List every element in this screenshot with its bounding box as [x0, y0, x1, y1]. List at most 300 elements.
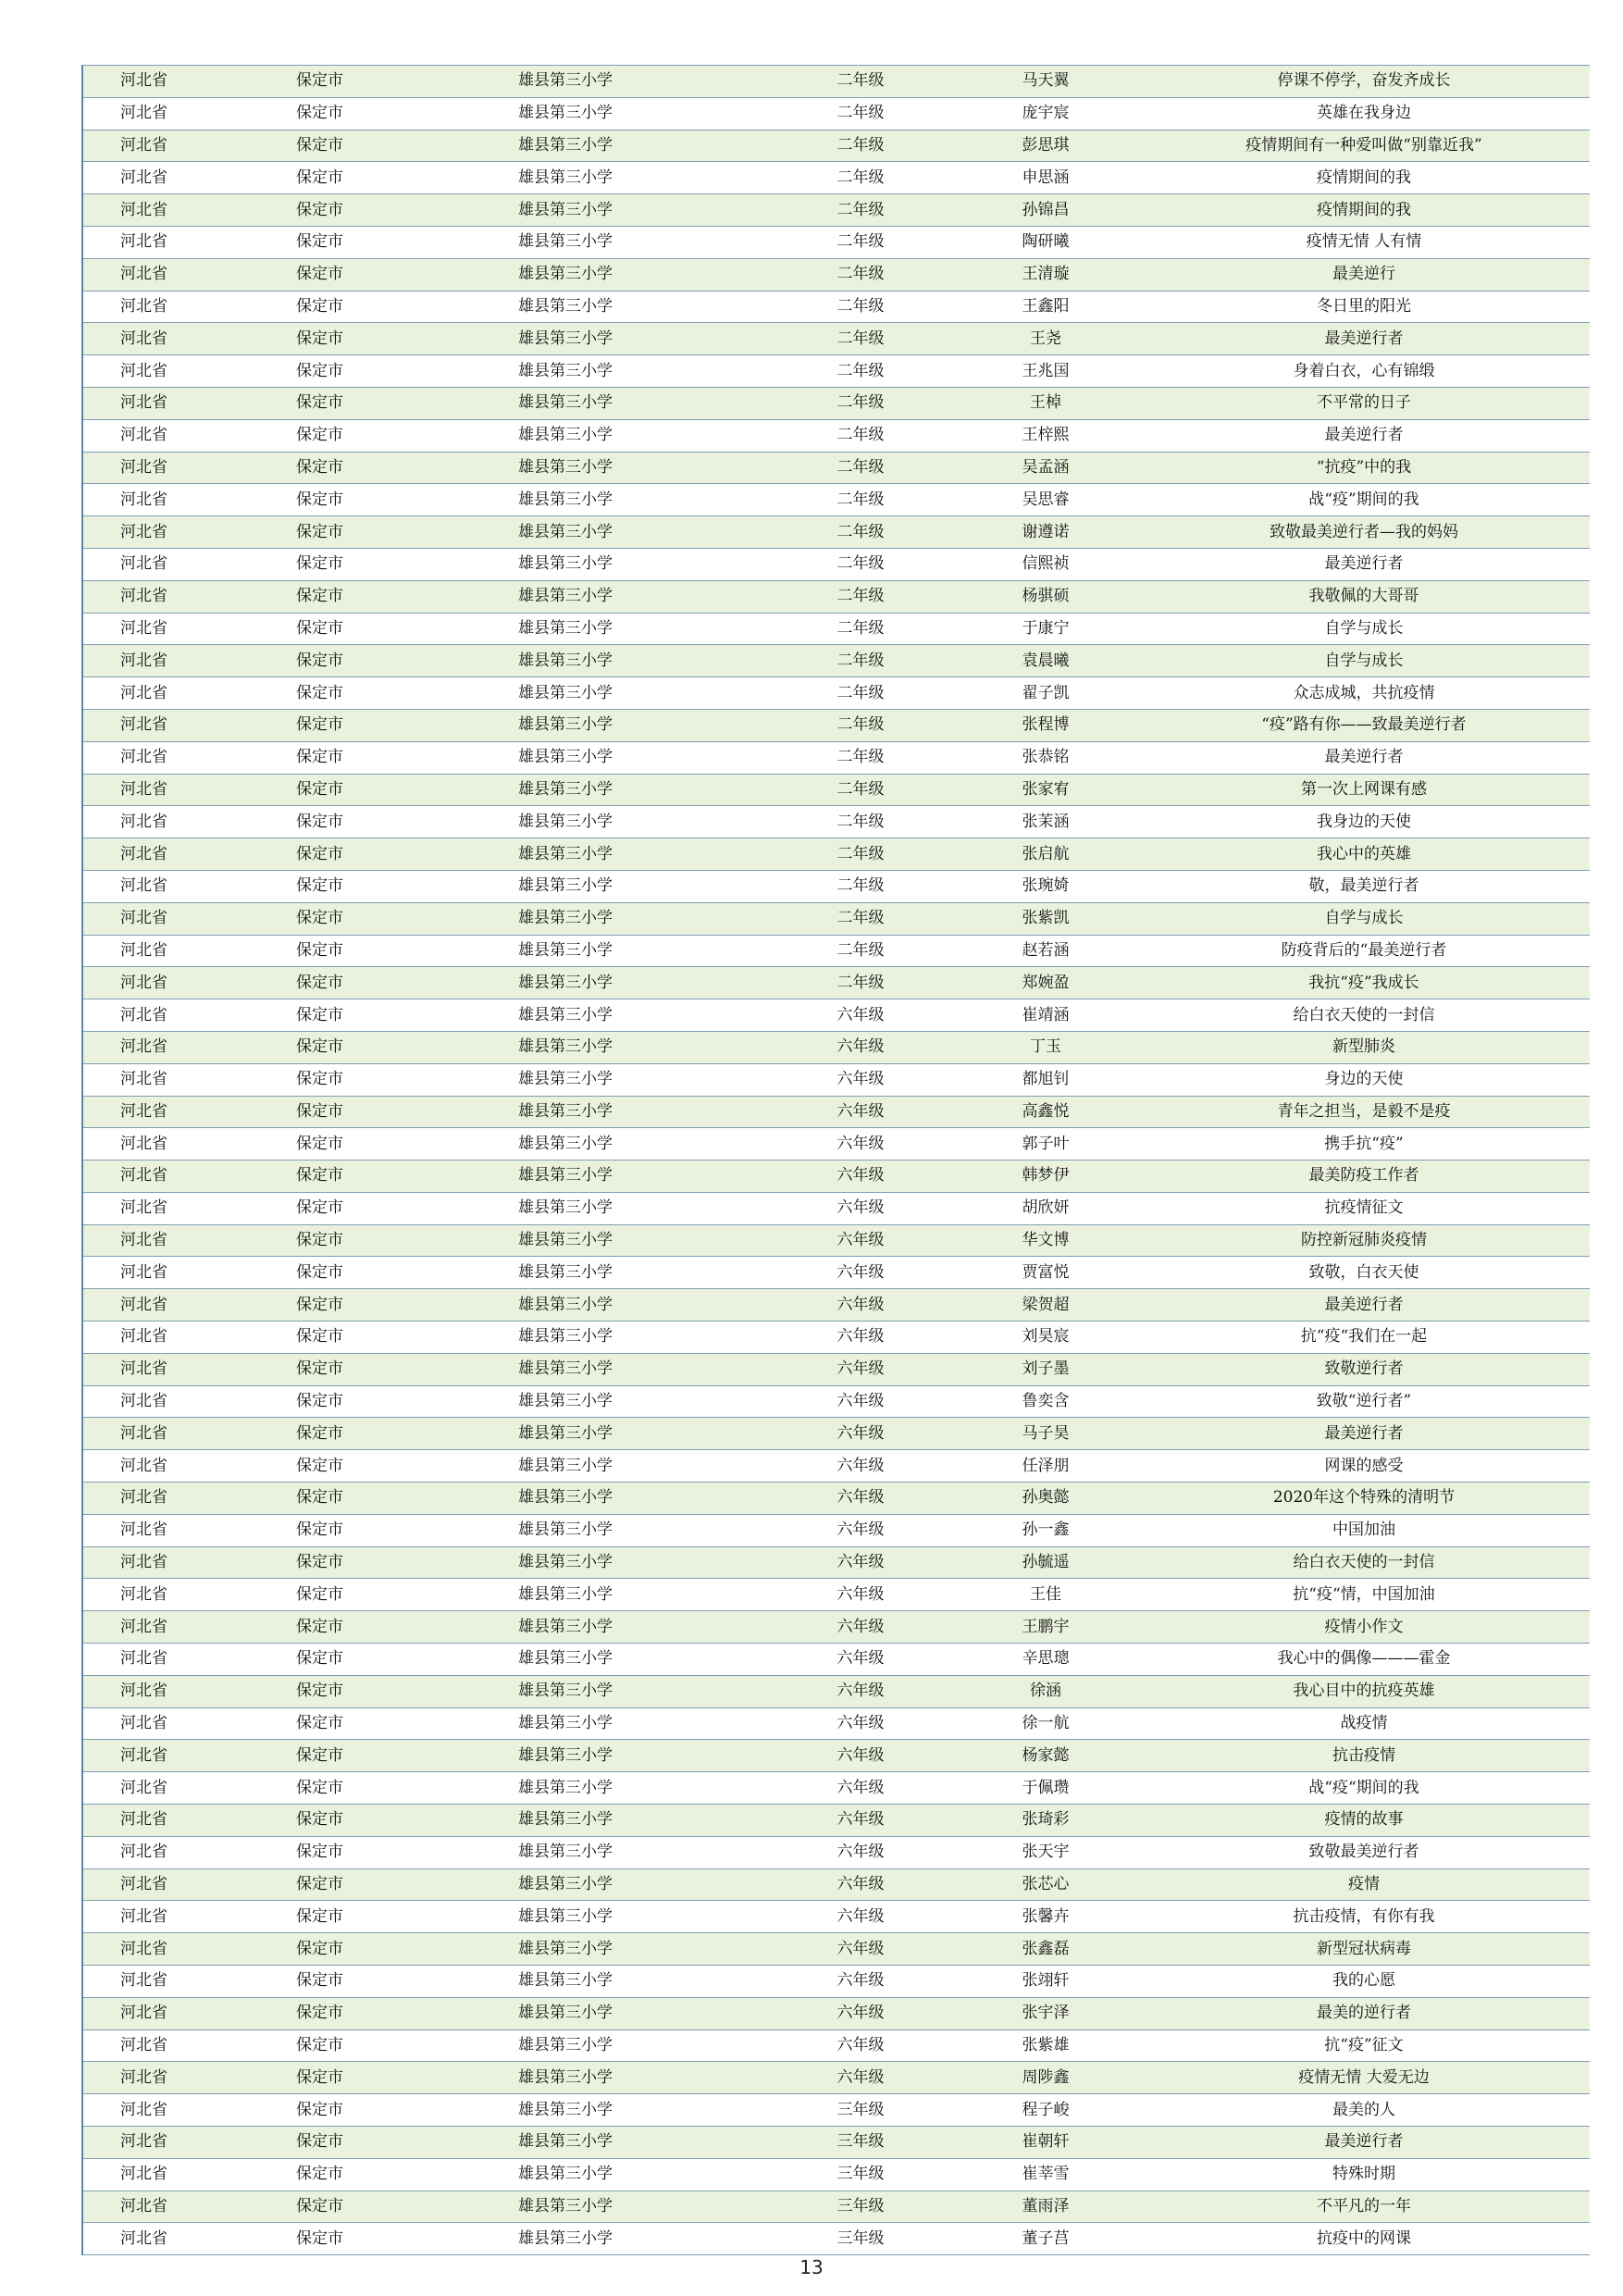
table-row [82, 1546, 1590, 1579]
cell-school: 雄县第三小学 [481, 355, 768, 388]
table-row [82, 870, 1590, 902]
cell-name: 吴孟涵 [953, 452, 1138, 484]
table-row [82, 1418, 1590, 1450]
cell-name: 郭子叶 [953, 1128, 1138, 1160]
table-row [82, 2158, 1590, 2191]
cell-province: 河北省 [82, 97, 259, 130]
cell-title: 我的心愿 [1138, 1966, 1590, 1998]
cell-name: 华文博 [953, 1224, 1138, 1257]
table-row [82, 548, 1590, 580]
cell-name: 崔靖涵 [953, 999, 1138, 1032]
cell-school: 雄县第三小学 [481, 645, 768, 677]
cell-province: 河北省 [82, 1257, 259, 1289]
entries-table [81, 65, 1590, 2255]
cell-school: 雄县第三小学 [481, 1868, 768, 1901]
cell-name: 赵若涵 [953, 935, 1138, 967]
cell-city: 保定市 [259, 1450, 481, 1483]
cell-city: 保定市 [259, 1192, 481, 1224]
cell-province: 河北省 [82, 1031, 259, 1063]
table-row [82, 967, 1590, 999]
cell-city: 保定市 [259, 291, 481, 323]
cell-name: 程子峻 [953, 2094, 1138, 2127]
cell-school: 雄县第三小学 [481, 1418, 768, 1450]
table-row [82, 452, 1590, 484]
cell-school: 雄县第三小学 [481, 999, 768, 1032]
cell-province: 河北省 [82, 999, 259, 1032]
cell-name: 任泽朋 [953, 1450, 1138, 1483]
cell-title: 2020年这个特殊的清明节 [1138, 1483, 1590, 1515]
cell-title: 致敬最美逆行者—我的妈妈 [1138, 516, 1590, 549]
cell-grade: 六年级 [768, 1257, 953, 1289]
cell-school: 雄县第三小学 [481, 967, 768, 999]
cell-city: 保定市 [259, 1063, 481, 1096]
cell-city: 保定市 [259, 1611, 481, 1644]
cell-grade: 六年级 [768, 1836, 953, 1868]
cell-province: 河北省 [82, 1160, 259, 1193]
cell-school: 雄县第三小学 [481, 1289, 768, 1322]
cell-province: 河北省 [82, 291, 259, 323]
table-row [82, 323, 1590, 355]
cell-school: 雄县第三小学 [481, 194, 768, 227]
cell-title: 最美逆行者 [1138, 1418, 1590, 1450]
cell-city: 保定市 [259, 1483, 481, 1515]
cell-grade: 二年级 [768, 870, 953, 902]
cell-grade: 六年级 [768, 1966, 953, 1998]
cell-province: 河北省 [82, 194, 259, 227]
cell-name: 鲁奕含 [953, 1385, 1138, 1418]
cell-province: 河北省 [82, 226, 259, 258]
cell-province: 河北省 [82, 1322, 259, 1354]
cell-title: 抗“疫”征文 [1138, 2029, 1590, 2062]
cell-province: 河北省 [82, 1868, 259, 1901]
cell-school: 雄县第三小学 [481, 838, 768, 871]
cell-title: 身边的天使 [1138, 1063, 1590, 1096]
cell-grade: 六年级 [768, 999, 953, 1032]
cell-grade: 二年级 [768, 677, 953, 710]
cell-title: 疫情无情 大爱无边 [1138, 2062, 1590, 2094]
cell-school: 雄县第三小学 [481, 1192, 768, 1224]
cell-school: 雄县第三小学 [481, 548, 768, 580]
cell-name: 张翊轩 [953, 1966, 1138, 1998]
cell-school: 雄县第三小学 [481, 870, 768, 902]
cell-grade: 六年级 [768, 1289, 953, 1322]
cell-school: 雄县第三小学 [481, 452, 768, 484]
cell-name: 丁玉 [953, 1031, 1138, 1063]
cell-name: 张琦彩 [953, 1805, 1138, 1837]
cell-city: 保定市 [259, 2191, 481, 2223]
cell-name: 韩梦伊 [953, 1160, 1138, 1193]
cell-school: 雄县第三小学 [481, 1644, 768, 1676]
cell-province: 河北省 [82, 741, 259, 774]
cell-title: 第一次上网课有感 [1138, 774, 1590, 806]
cell-city: 保定市 [259, 935, 481, 967]
table-row [82, 806, 1590, 838]
cell-school: 雄县第三小学 [481, 516, 768, 549]
table-row [82, 2062, 1590, 2094]
table-row [82, 66, 1590, 98]
cell-school: 雄县第三小学 [481, 1385, 768, 1418]
cell-province: 河北省 [82, 1772, 259, 1805]
cell-city: 保定市 [259, 870, 481, 902]
cell-name: 袁晨曦 [953, 645, 1138, 677]
cell-province: 河北省 [82, 1997, 259, 2029]
cell-name: 徐一航 [953, 1707, 1138, 1740]
cell-grade: 二年级 [768, 419, 953, 452]
cell-province: 河北省 [82, 355, 259, 388]
cell-school: 雄县第三小学 [481, 1805, 768, 1837]
cell-title: 特殊时期 [1138, 2158, 1590, 2191]
cell-title: 我心目中的抗疫英雄 [1138, 1675, 1590, 1707]
cell-name: 于康宁 [953, 613, 1138, 645]
cell-city: 保定市 [259, 677, 481, 710]
cell-grade: 六年级 [768, 1322, 953, 1354]
cell-title: 自学与成长 [1138, 645, 1590, 677]
cell-name: 董雨泽 [953, 2191, 1138, 2223]
cell-grade: 二年级 [768, 806, 953, 838]
cell-city: 保定市 [259, 1707, 481, 1740]
cell-city: 保定市 [259, 1031, 481, 1063]
cell-name: 张茉涵 [953, 806, 1138, 838]
cell-title: 最美逆行者 [1138, 2127, 1590, 2159]
cell-school: 雄县第三小学 [481, 1224, 768, 1257]
cell-grade: 二年级 [768, 902, 953, 935]
cell-school: 雄县第三小学 [481, 806, 768, 838]
cell-school: 雄县第三小学 [481, 935, 768, 967]
cell-title: 携手抗“疫” [1138, 1128, 1590, 1160]
cell-title: 敬，最美逆行者 [1138, 870, 1590, 902]
cell-province: 河北省 [82, 1707, 259, 1740]
cell-name: 张恭铭 [953, 741, 1138, 774]
cell-grade: 二年级 [768, 258, 953, 291]
cell-province: 河北省 [82, 548, 259, 580]
cell-city: 保定市 [259, 2158, 481, 2191]
cell-city: 保定市 [259, 194, 481, 227]
cell-city: 保定市 [259, 774, 481, 806]
cell-title: 自学与成长 [1138, 902, 1590, 935]
cell-grade: 二年级 [768, 387, 953, 419]
cell-city: 保定市 [259, 1385, 481, 1418]
cell-province: 河北省 [82, 419, 259, 452]
cell-name: 王兆国 [953, 355, 1138, 388]
cell-city: 保定市 [259, 387, 481, 419]
cell-grade: 六年级 [768, 1901, 953, 1933]
cell-city: 保定市 [259, 838, 481, 871]
table-row [82, 613, 1590, 645]
cell-title: 不平凡的一年 [1138, 2191, 1590, 2223]
table-row [82, 2094, 1590, 2127]
cell-grade: 六年级 [768, 1675, 953, 1707]
cell-province: 河北省 [82, 323, 259, 355]
cell-province: 河北省 [82, 2094, 259, 2127]
cell-province: 河北省 [82, 452, 259, 484]
cell-grade: 二年级 [768, 194, 953, 227]
cell-name: 张芯心 [953, 1868, 1138, 1901]
cell-grade: 六年级 [768, 1740, 953, 1772]
cell-name: 孙毓遥 [953, 1546, 1138, 1579]
cell-grade: 二年级 [768, 967, 953, 999]
cell-city: 保定市 [259, 162, 481, 194]
cell-province: 河北省 [82, 162, 259, 194]
cell-name: 张紫雄 [953, 2029, 1138, 2062]
cell-province: 河北省 [82, 709, 259, 741]
cell-province: 河北省 [82, 580, 259, 613]
cell-title: 战疫情 [1138, 1707, 1590, 1740]
cell-city: 保定市 [259, 355, 481, 388]
table-row [82, 677, 1590, 710]
cell-province: 河北省 [82, 1450, 259, 1483]
table-row [82, 1031, 1590, 1063]
cell-grade: 六年级 [768, 1483, 953, 1515]
table-row [82, 291, 1590, 323]
cell-school: 雄县第三小学 [481, 2062, 768, 2094]
cell-grade: 二年级 [768, 355, 953, 388]
cell-grade: 六年级 [768, 1192, 953, 1224]
cell-title: 青年之担当，是毅不是疫 [1138, 1096, 1590, 1128]
cell-title: 抗疫中的网课 [1138, 2223, 1590, 2255]
table-row [82, 2223, 1590, 2255]
cell-grade: 六年级 [768, 1997, 953, 2029]
cell-province: 河北省 [82, 1611, 259, 1644]
cell-name: 王棹 [953, 387, 1138, 419]
table-row [82, 1385, 1590, 1418]
cell-school: 雄县第三小学 [481, 2158, 768, 2191]
cell-school: 雄县第三小学 [481, 1772, 768, 1805]
cell-grade: 六年级 [768, 2029, 953, 2062]
cell-province: 河北省 [82, 838, 259, 871]
cell-province: 河北省 [82, 677, 259, 710]
cell-title: 疫情小作文 [1138, 1611, 1590, 1644]
cell-city: 保定市 [259, 2029, 481, 2062]
cell-name: 马子昊 [953, 1418, 1138, 1450]
cell-title: 自学与成长 [1138, 613, 1590, 645]
cell-province: 河北省 [82, 1192, 259, 1224]
page-number: 13 [799, 2256, 824, 2278]
cell-title: 最美逆行者 [1138, 323, 1590, 355]
table-row [82, 130, 1590, 162]
cell-city: 保定市 [259, 1322, 481, 1354]
cell-name: 张宇泽 [953, 1997, 1138, 2029]
cell-province: 河北省 [82, 2191, 259, 2223]
cell-province: 河北省 [82, 645, 259, 677]
cell-name: 信熙祯 [953, 548, 1138, 580]
cell-title: 最美逆行者 [1138, 1289, 1590, 1322]
cell-name: 王尧 [953, 323, 1138, 355]
cell-school: 雄县第三小学 [481, 258, 768, 291]
cell-grade: 六年级 [768, 1611, 953, 1644]
cell-school: 雄县第三小学 [481, 1063, 768, 1096]
cell-province: 河北省 [82, 613, 259, 645]
table-row [82, 1740, 1590, 1772]
cell-title: 致敬最美逆行者 [1138, 1836, 1590, 1868]
cell-title: 最美防疫工作者 [1138, 1160, 1590, 1193]
cell-name: 张馨卉 [953, 1901, 1138, 1933]
cell-grade: 二年级 [768, 291, 953, 323]
cell-province: 河北省 [82, 1805, 259, 1837]
cell-school: 雄县第三小学 [481, 1322, 768, 1354]
cell-grade: 六年级 [768, 1644, 953, 1676]
cell-grade: 二年级 [768, 613, 953, 645]
cell-grade: 二年级 [768, 580, 953, 613]
table-row [82, 1997, 1590, 2029]
cell-grade: 六年级 [768, 1546, 953, 1579]
cell-city: 保定市 [259, 484, 481, 516]
cell-name: 张琬婍 [953, 870, 1138, 902]
cell-school: 雄县第三小学 [481, 1611, 768, 1644]
cell-name: 王梓熙 [953, 419, 1138, 452]
cell-name: 胡欣妍 [953, 1192, 1138, 1224]
cell-city: 保定市 [259, 516, 481, 549]
cell-grade: 六年级 [768, 1418, 953, 1450]
cell-school: 雄县第三小学 [481, 1514, 768, 1546]
cell-name: 刘昊宸 [953, 1322, 1138, 1354]
cell-school: 雄县第三小学 [481, 130, 768, 162]
table-row [82, 580, 1590, 613]
table-row [82, 741, 1590, 774]
cell-school: 雄县第三小学 [481, 2127, 768, 2159]
cell-school: 雄县第三小学 [481, 419, 768, 452]
cell-grade: 六年级 [768, 1031, 953, 1063]
cell-grade: 六年级 [768, 1063, 953, 1096]
cell-name: 孙奥懿 [953, 1483, 1138, 1515]
cell-title: 疫情 [1138, 1868, 1590, 1901]
cell-city: 保定市 [259, 226, 481, 258]
cell-city: 保定市 [259, 1224, 481, 1257]
cell-grade: 六年级 [768, 1096, 953, 1128]
table-row [82, 1933, 1590, 1966]
cell-title: 致敬逆行者 [1138, 1353, 1590, 1385]
cell-name: 庞宇宸 [953, 97, 1138, 130]
cell-title: 我抗“疫”我成长 [1138, 967, 1590, 999]
cell-city: 保定市 [259, 1353, 481, 1385]
cell-school: 雄县第三小学 [481, 1546, 768, 1579]
table-row [82, 838, 1590, 871]
table-row [82, 645, 1590, 677]
table-row [82, 387, 1590, 419]
cell-grade: 二年级 [768, 741, 953, 774]
cell-title: 疫情期间有一种爱叫做“别靠近我” [1138, 130, 1590, 162]
cell-school: 雄县第三小学 [481, 484, 768, 516]
cell-title: 抗“疫“我们在一起 [1138, 1322, 1590, 1354]
table-row [82, 709, 1590, 741]
cell-grade: 六年级 [768, 1805, 953, 1837]
cell-school: 雄县第三小学 [481, 1740, 768, 1772]
table-row [82, 1611, 1590, 1644]
cell-school: 雄县第三小学 [481, 1966, 768, 1998]
cell-city: 保定市 [259, 1997, 481, 2029]
cell-school: 雄县第三小学 [481, 1450, 768, 1483]
cell-title: 给白衣天使的一封信 [1138, 1546, 1590, 1579]
cell-city: 保定市 [259, 130, 481, 162]
table-row [82, 162, 1590, 194]
cell-grade: 二年级 [768, 162, 953, 194]
cell-city: 保定市 [259, 258, 481, 291]
cell-city: 保定市 [259, 741, 481, 774]
cell-name: 高鑫悦 [953, 1096, 1138, 1128]
cell-school: 雄县第三小学 [481, 1997, 768, 2029]
cell-name: 王佳 [953, 1579, 1138, 1611]
cell-city: 保定市 [259, 613, 481, 645]
cell-school: 雄县第三小学 [481, 2223, 768, 2255]
cell-grade: 六年级 [768, 1579, 953, 1611]
cell-city: 保定市 [259, 2062, 481, 2094]
cell-city: 保定市 [259, 1514, 481, 1546]
cell-grade: 二年级 [768, 484, 953, 516]
cell-city: 保定市 [259, 1579, 481, 1611]
cell-name: 马天翼 [953, 66, 1138, 98]
cell-province: 河北省 [82, 66, 259, 98]
cell-title: 我身边的天使 [1138, 806, 1590, 838]
cell-name: 张家宥 [953, 774, 1138, 806]
cell-school: 雄县第三小学 [481, 2094, 768, 2127]
cell-city: 保定市 [259, 806, 481, 838]
cell-province: 河北省 [82, 967, 259, 999]
cell-city: 保定市 [259, 580, 481, 613]
cell-grade: 二年级 [768, 838, 953, 871]
table-row [82, 999, 1590, 1032]
cell-title: 战“疫”期间的我 [1138, 484, 1590, 516]
cell-name: 陶研曦 [953, 226, 1138, 258]
cell-city: 保定市 [259, 323, 481, 355]
cell-title: 疫情期间的我 [1138, 162, 1590, 194]
cell-grade: 二年级 [768, 97, 953, 130]
cell-grade: 六年级 [768, 1450, 953, 1483]
cell-province: 河北省 [82, 1644, 259, 1676]
cell-city: 保定市 [259, 1418, 481, 1450]
cell-city: 保定市 [259, 999, 481, 1032]
table-row [82, 419, 1590, 452]
table-row [82, 2191, 1590, 2223]
cell-province: 河北省 [82, 806, 259, 838]
cell-province: 河北省 [82, 1675, 259, 1707]
cell-province: 河北省 [82, 2062, 259, 2094]
cell-school: 雄县第三小学 [481, 902, 768, 935]
cell-title: 新型肺炎 [1138, 1031, 1590, 1063]
cell-grade: 二年级 [768, 226, 953, 258]
cell-city: 保定市 [259, 1257, 481, 1289]
cell-school: 雄县第三小学 [481, 774, 768, 806]
cell-city: 保定市 [259, 452, 481, 484]
cell-name: 翟子凯 [953, 677, 1138, 710]
cell-title: 最美逆行者 [1138, 741, 1590, 774]
table-row [82, 484, 1590, 516]
cell-school: 雄县第三小学 [481, 1128, 768, 1160]
cell-grade: 六年级 [768, 2062, 953, 2094]
table-row [82, 516, 1590, 549]
table-row [82, 1966, 1590, 1998]
cell-title: 致敬，白衣天使 [1138, 1257, 1590, 1289]
cell-grade: 二年级 [768, 516, 953, 549]
cell-city: 保定市 [259, 1160, 481, 1193]
cell-name: 王清璇 [953, 258, 1138, 291]
cell-province: 河北省 [82, 1740, 259, 1772]
table-row [82, 902, 1590, 935]
cell-school: 雄县第三小学 [481, 1707, 768, 1740]
cell-grade: 二年级 [768, 935, 953, 967]
cell-school: 雄县第三小学 [481, 1579, 768, 1611]
cell-title: 身着白衣，心有锦缎 [1138, 355, 1590, 388]
table-row [82, 1128, 1590, 1160]
cell-city: 保定市 [259, 1289, 481, 1322]
cell-province: 河北省 [82, 870, 259, 902]
cell-province: 河北省 [82, 1385, 259, 1418]
cell-city: 保定市 [259, 2094, 481, 2127]
cell-name: 吴思睿 [953, 484, 1138, 516]
table-row [82, 1836, 1590, 1868]
cell-name: 张紫凯 [953, 902, 1138, 935]
cell-province: 河北省 [82, 1901, 259, 1933]
cell-city: 保定市 [259, 1772, 481, 1805]
cell-grade: 三年级 [768, 2158, 953, 2191]
